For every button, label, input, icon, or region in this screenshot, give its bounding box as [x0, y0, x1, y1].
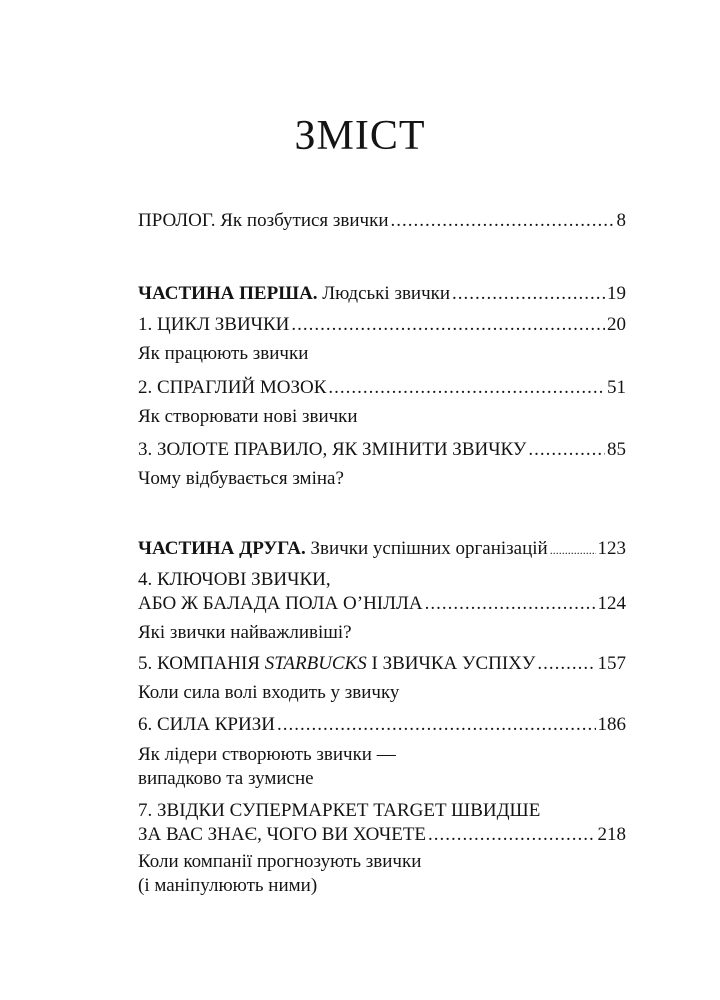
entry-title: 2. СПРАГЛИЙ МОЗОК	[138, 377, 327, 398]
toc-entry-prologue	[138, 209, 626, 233]
dot-leader	[452, 282, 605, 306]
chapter-7-subtitle-line-2: (і маніпулюють ними)	[138, 875, 318, 896]
entry-title-line-1: 4. КЛЮЧОВІ ЗВИЧКИ,	[138, 569, 331, 590]
dot-leader	[391, 209, 615, 233]
toc-entry-chapter-2	[138, 376, 626, 400]
chapter-6-subtitle-line-1: Як лідери створюють звички —	[138, 744, 396, 765]
part-label: ЧАСТИНА ДРУГА.	[138, 538, 306, 559]
chapter-1-subtitle: Як працюють звички	[138, 343, 309, 364]
dot-leader	[550, 538, 596, 562]
chapter-7-subtitle-line-1: Коли компанії прогнозують звички	[138, 851, 422, 872]
page-number: 157	[597, 653, 626, 674]
dot-leader	[537, 652, 595, 676]
page-number: 124	[597, 593, 626, 614]
page-number: 85	[607, 439, 626, 460]
page-number: 19	[607, 283, 626, 304]
toc-entry-chapter-5	[138, 652, 626, 676]
entry-title-prefix: 5. КОМПАНІЯ	[138, 653, 265, 674]
toc-entry-chapter-7	[138, 799, 626, 847]
chapter-2-subtitle: Як створювати нові звички	[138, 406, 358, 427]
entry-title-suffix: І ЗВИЧКА УСПІХУ	[366, 653, 536, 674]
toc-entry-chapter-4	[138, 568, 626, 616]
chapter-4-subtitle: Які звички найважливіші?	[138, 622, 352, 643]
entry-title: 1. ЦИКЛ ЗВИЧКИ	[138, 314, 290, 335]
page-title: ЗМІСТ	[294, 113, 426, 159]
entry-title: ПРОЛОГ. Як позбутися звички	[138, 210, 389, 231]
part-title: Звички успішних організацій	[305, 538, 548, 559]
toc-entry-chapter-6	[138, 713, 626, 737]
entry-title-line-2: ЗА ВАС ЗНАЄ, ЧОГО ВИ ХОЧЕТЕ	[138, 824, 427, 845]
part-title: Людські звички	[317, 283, 451, 304]
dot-leader	[328, 376, 605, 400]
entry-title-brand: STARBUCKS	[264, 653, 367, 674]
chapter-5-subtitle: Коли сила волі входить у звичку	[138, 682, 400, 703]
toc-entry-chapter-3	[138, 438, 626, 462]
toc-entry-part-one	[138, 282, 626, 306]
dot-leader	[291, 313, 605, 337]
page-number: 20	[607, 314, 626, 335]
entry-title: 6. СИЛА КРИЗИ	[138, 714, 275, 735]
page-number: 186	[597, 714, 626, 735]
entry-title-line-1: 7. ЗВІДКИ СУПЕРМАРКЕТ TARGET ШВИДШЕ	[138, 800, 541, 821]
toc-entry-chapter-1	[138, 313, 626, 337]
toc-entry-part-two	[138, 537, 626, 562]
entry-title-line-2: АБО Ж БАЛАДА ПОЛА О’НІЛЛА	[138, 593, 423, 614]
page-number: 51	[607, 377, 626, 398]
dot-leader	[428, 823, 595, 847]
dot-leader	[277, 713, 596, 737]
page-number: 218	[597, 824, 626, 845]
part-label: ЧАСТИНА ПЕРША.	[138, 283, 318, 304]
page-number: 8	[616, 210, 626, 231]
dot-leader	[425, 592, 596, 616]
chapter-3-subtitle: Чому відбувається зміна?	[138, 468, 344, 489]
dot-leader	[528, 438, 605, 462]
entry-title: 3. ЗОЛОТЕ ПРАВИЛО, ЯК ЗМІНИТИ ЗВИЧКУ	[138, 439, 527, 460]
page-number: 123	[597, 538, 626, 559]
chapter-6-subtitle-line-2: випадково та зумисне	[138, 768, 314, 789]
